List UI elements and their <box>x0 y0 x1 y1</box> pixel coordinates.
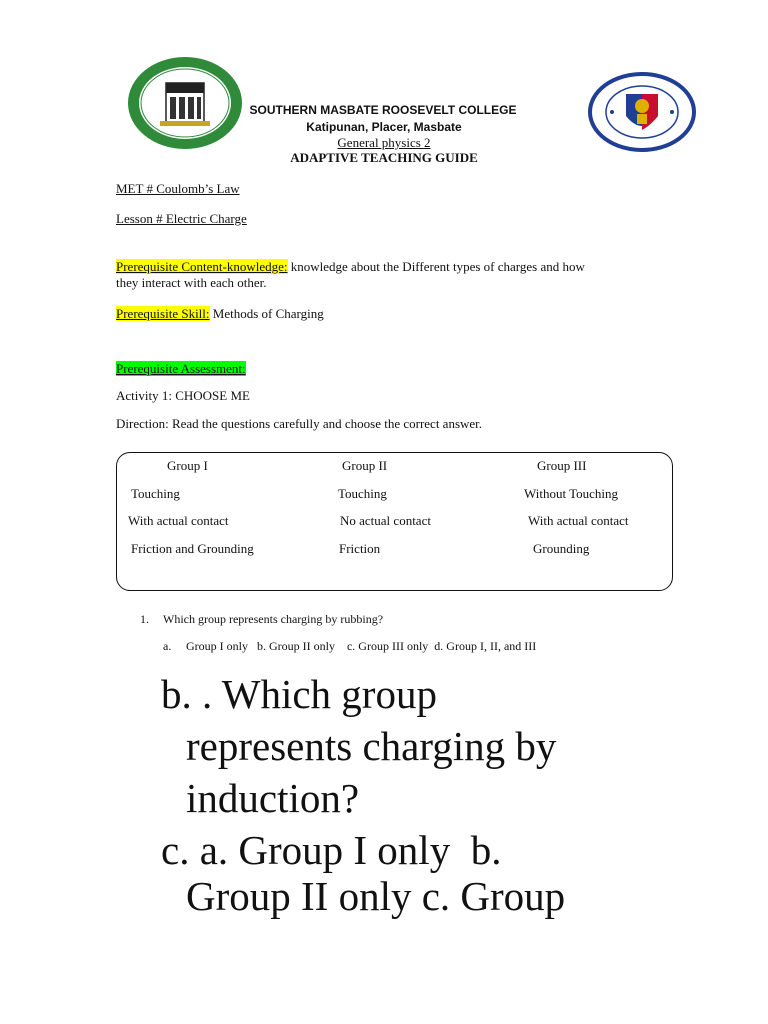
prereq-assessment-label: Prerequisite Assessment: <box>116 361 246 376</box>
table-cell: Grounding <box>533 541 590 556</box>
question-1-text: Which group represents charging by rubbing? <box>163 612 384 626</box>
table-cell: With actual contact <box>128 513 229 528</box>
activity-title: Activity 1: CHOOSE ME <box>116 388 250 403</box>
table-header-group-3: Group III <box>537 458 587 473</box>
prereq-skill-label: Prerequisite Skill: <box>116 306 210 321</box>
question-1-choice-letter: a. <box>163 639 172 653</box>
subject-title: General physics 2 <box>337 135 431 150</box>
table-cell: Touching <box>338 486 387 501</box>
lesson-line: Lesson # Electric Charge <box>116 211 247 226</box>
direction-text: Direction: Read the questions carefully and choose the correct answer. <box>116 416 483 431</box>
large-text-line-5: Group II only c. Group <box>186 873 566 919</box>
table-cell: Friction and Grounding <box>131 541 254 556</box>
prereq-content-label: Prerequisite Content-knowledge: <box>116 259 288 274</box>
college-address: Katipunan, Placer, Masbate <box>306 120 462 134</box>
prereq-content-line2: they interact with each other. <box>116 275 267 290</box>
large-text-line-3: induction? <box>186 775 360 821</box>
table-cell: Friction <box>339 541 381 556</box>
met-line: MET # Coulomb’s Law <box>116 181 240 196</box>
table-cell: With actual contact <box>528 513 629 528</box>
table-cell: No actual contact <box>340 513 431 528</box>
table-header-group-1: Group I <box>167 458 208 473</box>
prereq-skill <box>116 306 324 322</box>
prereq-assessment <box>116 361 246 377</box>
guide-title: ADAPTIVE TEACHING GUIDE <box>290 150 478 165</box>
large-text-line-2: represents charging by <box>186 723 557 769</box>
question-1-choices: Group I only b. Group II only c. Group III only d. Group I, II, and III <box>186 639 537 653</box>
table-cell: Without Touching <box>524 486 619 501</box>
table-cell: Touching <box>131 486 180 501</box>
college-name: SOUTHERN MASBATE ROOSEVELT COLLEGE <box>249 103 517 117</box>
prereq-content <box>116 259 585 275</box>
large-text-line-1: b. . Which group <box>161 671 437 717</box>
question-1-number: 1. <box>140 612 149 626</box>
prereq-content-text: knowledge about the Different types of charges and how <box>287 259 585 274</box>
large-text-line-4: c. a. Group I only b. <box>161 827 502 873</box>
table-header-group-2: Group II <box>342 458 388 473</box>
prereq-skill-text: Methods of Charging <box>209 306 324 321</box>
